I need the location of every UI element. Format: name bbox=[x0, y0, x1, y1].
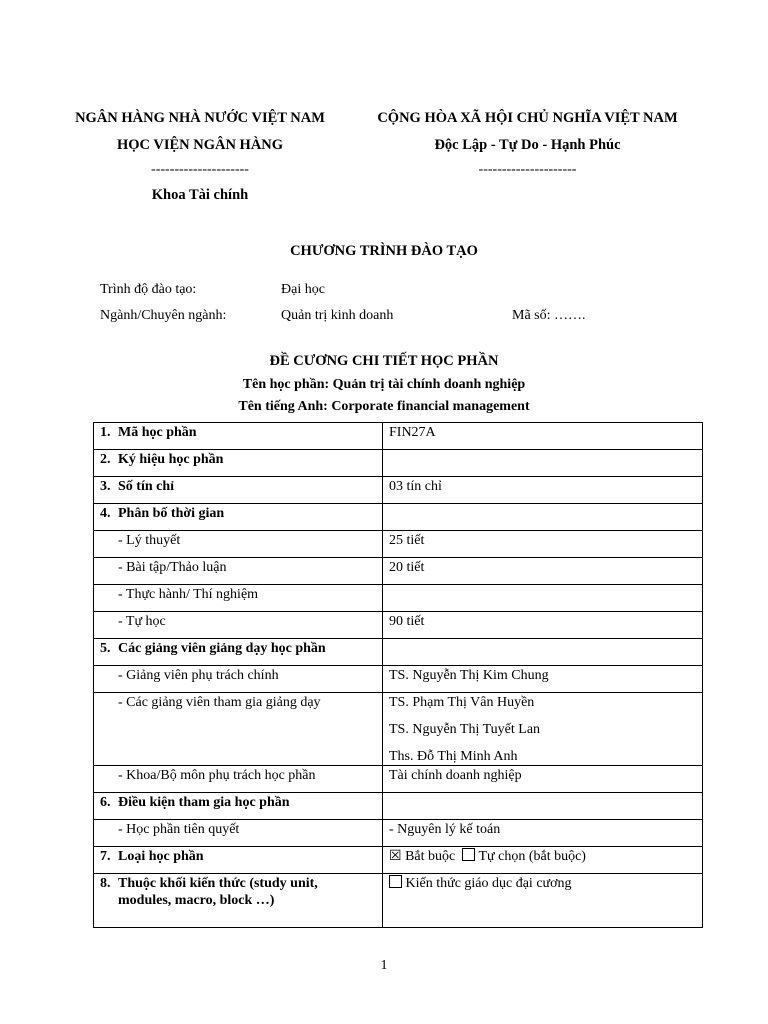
right-divider: --------------------- bbox=[478, 162, 577, 177]
country-title: CỘNG HÒA XÃ HỘI CHỦ NGHĨA VIỆT NAM bbox=[377, 110, 678, 126]
co-lecturer: TS. Nguyễn Thị Tuyết Lan bbox=[389, 722, 541, 737]
checked-box-icon[interactable]: ☒ bbox=[389, 849, 402, 864]
table-row: 2. Ký hiệu học phần bbox=[94, 450, 703, 477]
knowledge-block-label-cont: modules, macro, block …) bbox=[118, 893, 275, 908]
practice-label: - Thực hành/ Thí nghiệm bbox=[118, 587, 259, 602]
table-row: 4. Phân bố thời gian bbox=[94, 504, 703, 531]
course-type-label: Loại học phần bbox=[118, 849, 204, 864]
course-symbol-label: Ký hiệu học phần bbox=[118, 452, 224, 467]
table-row: 8. Thuộc khối kiến thức (study unit, modules, macro, block …) Kiến thức giáo dục đại cương bbox=[94, 874, 703, 928]
table-row bbox=[94, 558, 703, 585]
knowledge-block-value bbox=[383, 874, 703, 928]
prerequisites-label: Điều kiện tham gia học phần bbox=[118, 795, 290, 810]
table-row: 6. Điều kiện tham gia học phần bbox=[94, 793, 703, 820]
self-study-label: - Tự học bbox=[118, 614, 166, 629]
main-lecturer-label: - Giảng viên phụ trách chính bbox=[118, 668, 279, 683]
course-code-label: Mã học phần bbox=[118, 425, 197, 440]
table-row bbox=[94, 531, 703, 558]
co-lecturer: TS. Phạm Thị Vân Huyền bbox=[389, 695, 535, 710]
national-motto: Độc Lập - Tự Do - Hạnh Phúc bbox=[434, 137, 621, 153]
table-row bbox=[94, 766, 703, 793]
table-row bbox=[94, 693, 703, 766]
option-elective: Tự chọn (bắt buộc) bbox=[478, 849, 586, 864]
credits-label: Số tín chỉ bbox=[118, 479, 175, 494]
table-row bbox=[94, 612, 703, 639]
table-row bbox=[94, 585, 703, 612]
co-lecturers-value bbox=[383, 693, 703, 766]
unchecked-box-icon[interactable] bbox=[389, 875, 402, 888]
exercise-label: - Bài tập/Thảo luận bbox=[118, 560, 227, 575]
course-name: Tên học phần: Quản trị tài chính doanh nghiệp bbox=[242, 377, 526, 392]
course-type-value bbox=[383, 847, 703, 874]
table-row: 7. Loại học phần ☒ Bắt buộc Tự chọn (bắt buộc) bbox=[94, 847, 703, 874]
syllabus-title: ĐỀ CƯƠNG CHI TIẾT HỌC PHẦN bbox=[269, 353, 499, 369]
lecturers-label: Các giảng viên giảng dạy học phần bbox=[118, 641, 326, 656]
exercise-value: 20 tiết bbox=[383, 558, 703, 585]
time-allocation-label: Phân bố thời gian bbox=[118, 506, 225, 521]
credits-value: 03 tín chỉ bbox=[383, 477, 703, 504]
page-number: 1 bbox=[380, 958, 388, 973]
faculty-name: Khoa Tài chính bbox=[151, 187, 249, 203]
main-lecturer-value: TS. Nguyễn Thị Kim Chung bbox=[383, 666, 703, 693]
prerequisite-course-label: - Học phần tiên quyết bbox=[118, 822, 240, 837]
left-divider: --------------------- bbox=[151, 162, 249, 177]
program-title: CHƯƠNG TRÌNH ĐÀO TẠO bbox=[290, 243, 478, 259]
lecturers-value bbox=[383, 639, 703, 666]
table-row: 3. Số tín chỉ 03 tín chỉ bbox=[94, 477, 703, 504]
co-lecturers-label: - Các giảng viên tham gia giảng dạy bbox=[118, 695, 321, 710]
time-allocation-value bbox=[383, 504, 703, 531]
table-row bbox=[94, 666, 703, 693]
option-general-education: Kiến thức giáo dục đại cương bbox=[405, 876, 572, 891]
issuer-name: NGÂN HÀNG NHÀ NƯỚC VIỆT NAM bbox=[75, 110, 325, 126]
level-label: Trình độ đào tạo: bbox=[100, 282, 197, 297]
option-required: Bắt buộc bbox=[405, 849, 456, 864]
course-english-name: Tên tiếng Anh: Corporate financial management bbox=[238, 399, 530, 414]
table-row: 1. Mã học phần FIN27A bbox=[94, 423, 703, 450]
unchecked-box-icon[interactable] bbox=[462, 848, 475, 861]
self-study-value: 90 tiết bbox=[383, 612, 703, 639]
major-value: Quản trị kinh doanh bbox=[281, 308, 394, 323]
prerequisite-course-value: - Nguyên lý kế toán bbox=[383, 820, 703, 847]
knowledge-block-label: Thuộc khối kiến thức (study unit, bbox=[118, 876, 318, 891]
level-value: Đại học bbox=[281, 282, 325, 297]
practice-value bbox=[383, 585, 703, 612]
co-lecturer: Ths. Đỗ Thị Minh Anh bbox=[389, 749, 518, 764]
table-row: 5. Các giảng viên giảng dạy học phần bbox=[94, 639, 703, 666]
department-label: - Khoa/Bộ môn phụ trách học phần bbox=[118, 768, 316, 783]
theory-value: 25 tiết bbox=[383, 531, 703, 558]
prerequisites-value bbox=[383, 793, 703, 820]
department-value: Tài chính doanh nghiệp bbox=[383, 766, 703, 793]
course-symbol-value bbox=[383, 450, 703, 477]
institution-name: HỌC VIỆN NGÂN HÀNG bbox=[116, 137, 284, 153]
table-row bbox=[94, 820, 703, 847]
syllabus-table bbox=[93, 422, 703, 928]
program-code: Mã số: ……. bbox=[512, 308, 586, 323]
theory-label: - Lý thuyết bbox=[118, 533, 181, 548]
course-code-value: FIN27A bbox=[383, 423, 703, 450]
major-label: Ngành/Chuyên ngành: bbox=[100, 308, 227, 323]
